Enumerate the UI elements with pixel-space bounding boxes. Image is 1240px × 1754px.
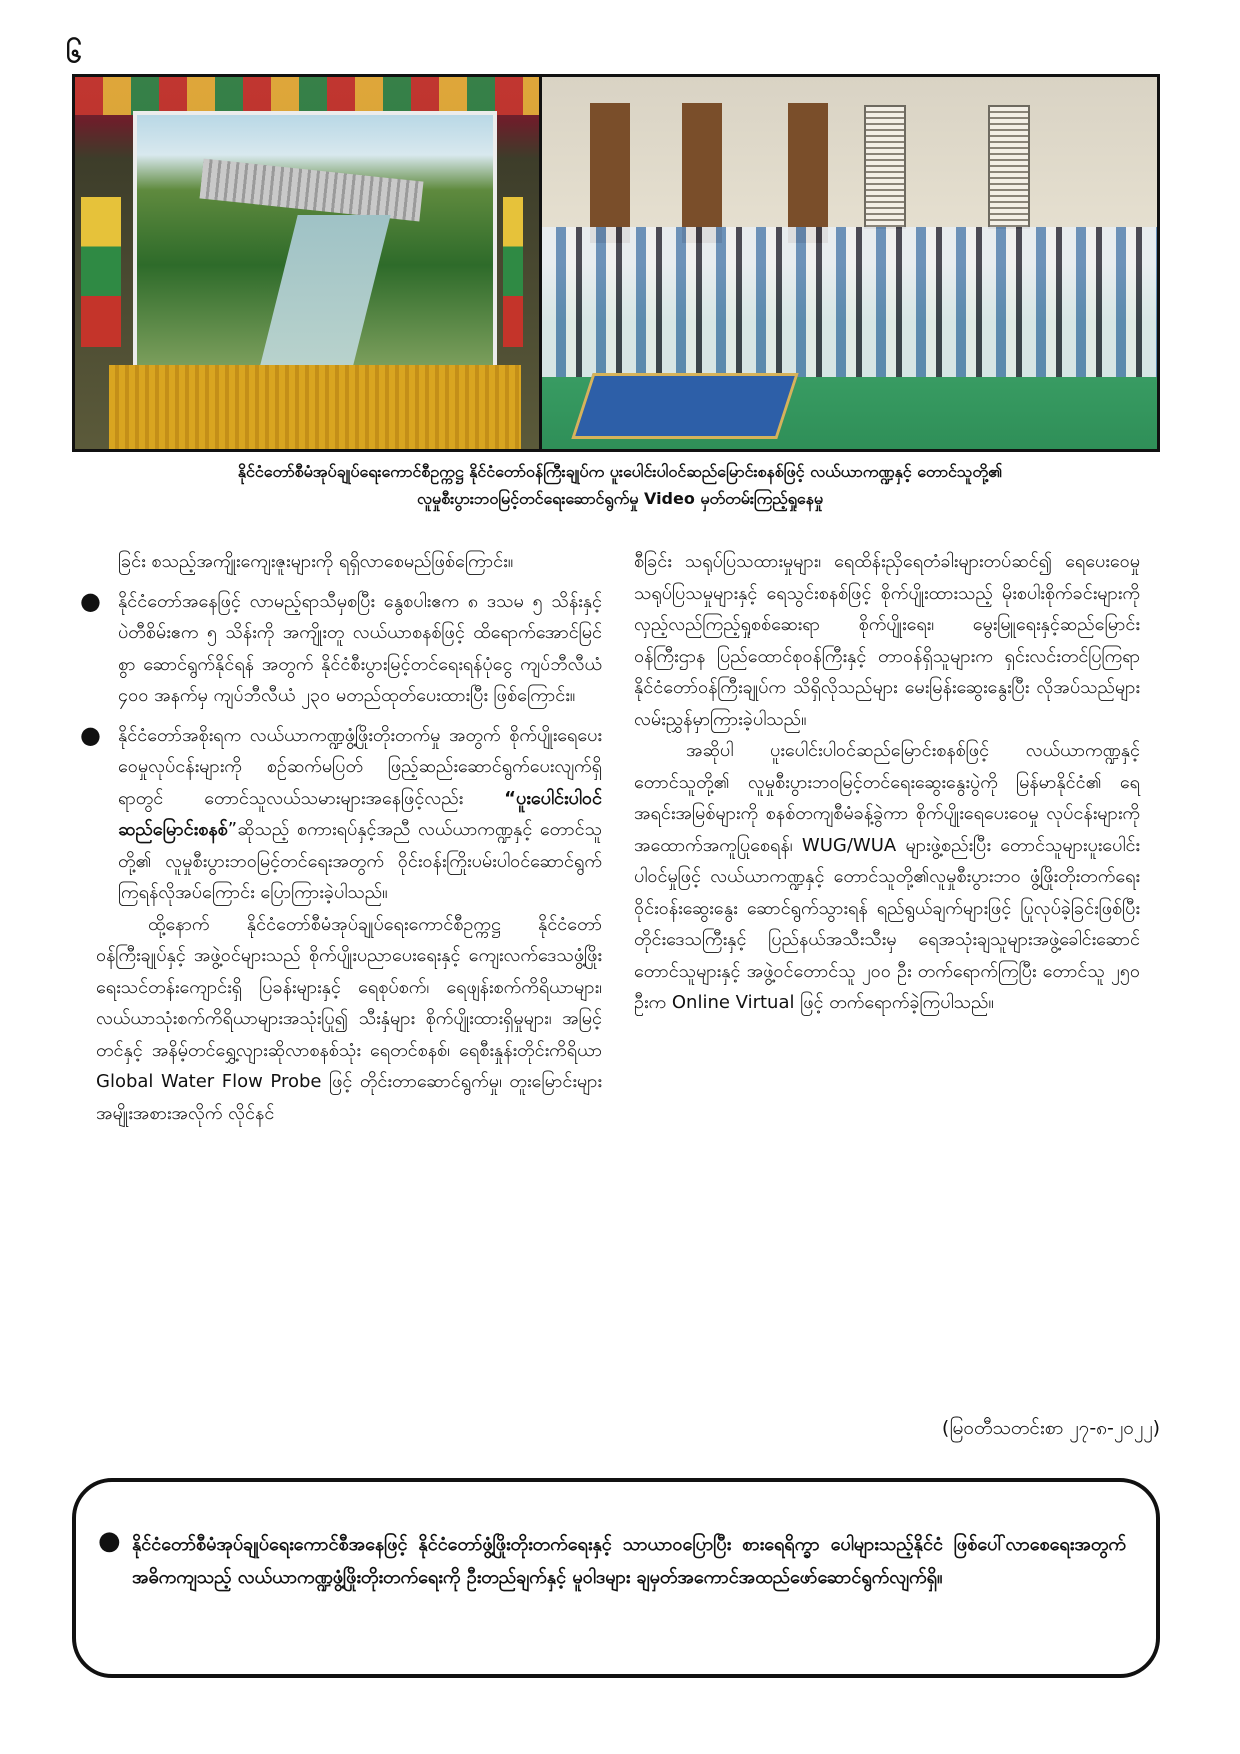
right-column <box>634 546 1140 1019</box>
river-image <box>261 215 391 365</box>
photo-audience <box>542 77 1157 449</box>
carpet <box>571 373 798 439</box>
window-blinds <box>864 105 906 229</box>
photo-strip <box>72 74 1160 452</box>
left-column <box>80 546 602 1129</box>
photo-caption <box>60 458 1180 512</box>
bullet-2-text-before: နိုင်ငံတော်အစိုးရက လယ်ယာကဏ္ဍဖွံ့ဖြိုးတိုးတက်မှု အတွက် စိုက်ပျိုးရေပေးဝေမှုလုပ်ငန်းများကို စဉ်ဆက်မပြတ် ဖြည့်ဆည်းဆောင်ရွက်ပေးလျက်ရှိရာတွင် တောင်သူလယ်သမားများအနေဖြင့်လည်း <box>118 724 602 809</box>
caption-line-1: နိုင်ငံတော်စီမံအုပ်ချုပ်ရေးကောင်စီဥက္ကဋ္ဌ နိုင်ငံတော်ဝန်ကြီးချုပ်က ပူးပေါင်းပါဝင်ဆည်မြောင်းစနစ်ဖြင့် လယ်ယာကဏ္ဍနှင့် တောင်သူတို့၏ <box>237 462 1003 481</box>
bullet-icon: ● <box>80 720 101 749</box>
wall-panel <box>590 103 630 243</box>
right-paragraph-1: စီခြင်း သရုပ်ပြသထားမှုများ၊ ရေထိန်းညှိရေတံခါးများတပ်ဆင်၍ ရေပေးဝေမှု သရုပ်ပြသမှုများနှင့် ရေသွင်းစနစ်ဖြင့် စိုက်ပျိုးထားသည့် မိုးစပါးစိုက်ခင်းများကို လှည့်လည်ကြည့်ရှုစစ်ဆေးရာ စိုက်ပျိုးရေး၊ မွေးမြူရေးနှင့်ဆည်မြောင်းဝန်ကြီးဌာန ပြည်ထောင်စုဝန်ကြီးနှင့် တာဝန်ရှိသူများက ရှင်းလင်းတင်ပြကြရာ နိုင်ငံတော်ဝန်ကြီးချုပ်က သိရှိလိုသည်များ မေးမြန်းဆွေးနွေးပြီး လိုအပ်သည်များ လမ်းညွှန်မှာကြားခဲ့ပါသည်။ <box>634 551 1140 730</box>
projection-screen <box>133 111 497 369</box>
flag-right <box>503 197 523 347</box>
callout-box <box>72 1478 1160 1678</box>
bullet-2-bold-phrase: “ပူးပေါင်းပါဝင်ဆည်မြောင်းစနစ် <box>118 787 602 840</box>
dam-image <box>200 159 424 222</box>
flag-left-2 <box>101 197 121 347</box>
bunting-decoration <box>75 77 539 115</box>
bullet-item-2 <box>80 720 602 909</box>
bullet-icon: ● <box>98 1526 121 1556</box>
seated-audience <box>542 227 1157 377</box>
bullet-icon: ● <box>80 586 101 615</box>
window-blinds <box>988 105 1030 229</box>
flag-left <box>81 197 101 347</box>
source-signoff: (မြဝတီသတင်းစာ ၂၇-၈-၂၀၂၂) <box>941 1417 1160 1439</box>
wall-panel <box>788 103 828 243</box>
continued-paragraph: ခြင်း စသည့်အကျိုးကျေးဇူးများကို ရရှိလာစေမည်ဖြစ်ကြောင်း။ <box>118 551 514 572</box>
page-number: ၆ <box>66 36 82 69</box>
photo-hall-screen <box>75 77 542 449</box>
bullet-text-2 <box>118 720 602 909</box>
bullet-2-text-after: ”ဆိုသည့် စကားရပ်နှင့်အညီ လယ်ယာကဏ္ဍနှင့် တောင်သူတို့၏ လူမှုစီးပွားဘဝမြင့်တင်ရေးအတွက် ဝိုင်းဝန်းကြိုးပမ်းပါဝင်ဆောင်ရွက်ကြရန်လိုအပ်ကြောင်း ပြောကြားခဲ့ပါသည်။ <box>118 819 602 903</box>
callout-text: နိုင်ငံတော်စီမံအုပ်ချုပ်ရေးကောင်စီအနေဖြင့် နိုင်ငံတော်ဖွံ့ဖြိုးတိုးတက်ရေးနှင့် သာယာဝပြောပြီး စားရေရိက္ခာ ပေါများသည့်နိုင်ငံ ဖြစ်ပေါ်လာစေရေးအတွက် အဓိကကျသည့် လယ်ယာကဏ္ဍဖွံ့ဖြိုးတိုးတက်ရေးကို ဦးတည်ချက်နှင့် မူဝါဒများ ချမှတ်အကောင်အထည်ဖော်ဆောင်ရွက်လျက်ရှိ။ <box>132 1534 1126 1588</box>
bullet-item-1 <box>80 586 602 712</box>
right-paragraph-2: အဆိုပါ ပူးပေါင်းပါဝင်ဆည်မြောင်းစနစ်ဖြင့် လယ်ယာကဏ္ဍနှင့် တောင်သူတို့၏ လူမှုစီးပွားဘဝမြင့်တင်ရေးဆွေးနွေးပွဲကို မြန်မာနိုင်ငံ၏ ရေအရင်းအမြစ်များကို စနစ်တကျစီမံခန့်ခွဲကာ စိုက်ပျိုးရေပေးဝေမှု လုပ်ငန်းများကို အထောက်အကူပြုစေရန်၊ WUG/WUA များဖွဲ့စည်းပြီး တောင်သူများပူးပေါင်းပါဝင်မှုဖြင့် လယ်ယာကဏ္ဍနှင့် တောင်သူတို့၏လူမှုစီးပွားဘဝ ဖွံ့ဖြိုးတိုးတက်ရေး ဝိုင်းဝန်းဆွေးနွေး ဆောင်ရွက်သွားရန် ရည်ရွယ်ချက်များဖြင့် ပြုလုပ်ခဲ့ခြင်းဖြစ်ပြီး တိုင်းဒေသကြီးနှင့် ပြည်နယ်အသီးသီးမှ ရေအသုံးချသူများအဖွဲ့ခေါင်းဆောင် တောင်သူများနှင့် အဖွဲ့ဝင်တောင်သူ ၂၀၀ ဦး တက်ရောက်ကြပြီး တောင်သူ ၂၅၀ ဦးက Online Virtual ဖြင့် တက်ရောက်ခဲ့ကြပါသည်။ <box>634 740 1140 1013</box>
stage-curtain <box>109 365 521 449</box>
paragraph-2: ထို့နောက် နိုင်ငံတော်စီမံအုပ်ချုပ်ရေးကောင်စီဥက္ကဋ္ဌ နိုင်ငံတော်ဝန်ကြီးချုပ်နှင့် အဖွဲ့ဝင်များသည် စိုက်ပျိုးပညာပေးရေးနှင့် ကျေးလက်ဒေသဖွံ့ဖြိုးရေးသင်တန်းကျောင်းရှိ ပြခန်းများနှင့် ရေစုပ်စက်၊ ရေဖျန်းစက်ကိရိယာများ၊ လယ်ယာသုံးစက်ကိရိယာများအသုံးပြု၍ သီးနှံများ စိုက်ပျိုးထားရှိမှုများ၊ အမြင့်တင်နှင့် အနိမ့်တင်ရွှေ့လျားဆိုလာစနစ်သုံး ရေတင်စနစ်၊ ရေစီးနှုန်းတိုင်းကိရိယာ Global Water Flow Probe ဖြင့် တိုင်းတာဆောင်ရွက်မှု၊ တူးမြောင်းများ အမျိုးအစားအလိုက် လိုင်နင် <box>96 913 602 1124</box>
caption-line-2: လူမှုစီးပွားဘဝမြင့်တင်ရေးဆောင်ရွက်မှု Video မှတ်တမ်းကြည့်ရှုနေမှု <box>416 489 824 508</box>
bullet-text-1: နိုင်ငံတော်အနေဖြင့် လာမည့်ရာသီမှစပြီး နွေစပါးဧက ၈ ဒသမ ၅ သိန်းနှင့် ပဲတီစိမ်းဧက ၅ သိန်းကို အကျိုးတူ လယ်ယာစနစ်ဖြင့် ထိရောက်အောင်မြင်စွာ ဆောင်ရွက်နိုင်ရန် အတွက် နိုင်ငံစီးပွားမြင့်တင်ရေးရန်ပုံငွေ ကျပ်ဘီလီယံ ၄၀၀ အနက်မှ ကျပ်ဘီလီယံ ၂၃၀ မတည်ထုတ်ပေးထားပြီး ဖြစ်ကြောင်း။ <box>118 590 602 706</box>
wall-panel <box>682 103 722 243</box>
